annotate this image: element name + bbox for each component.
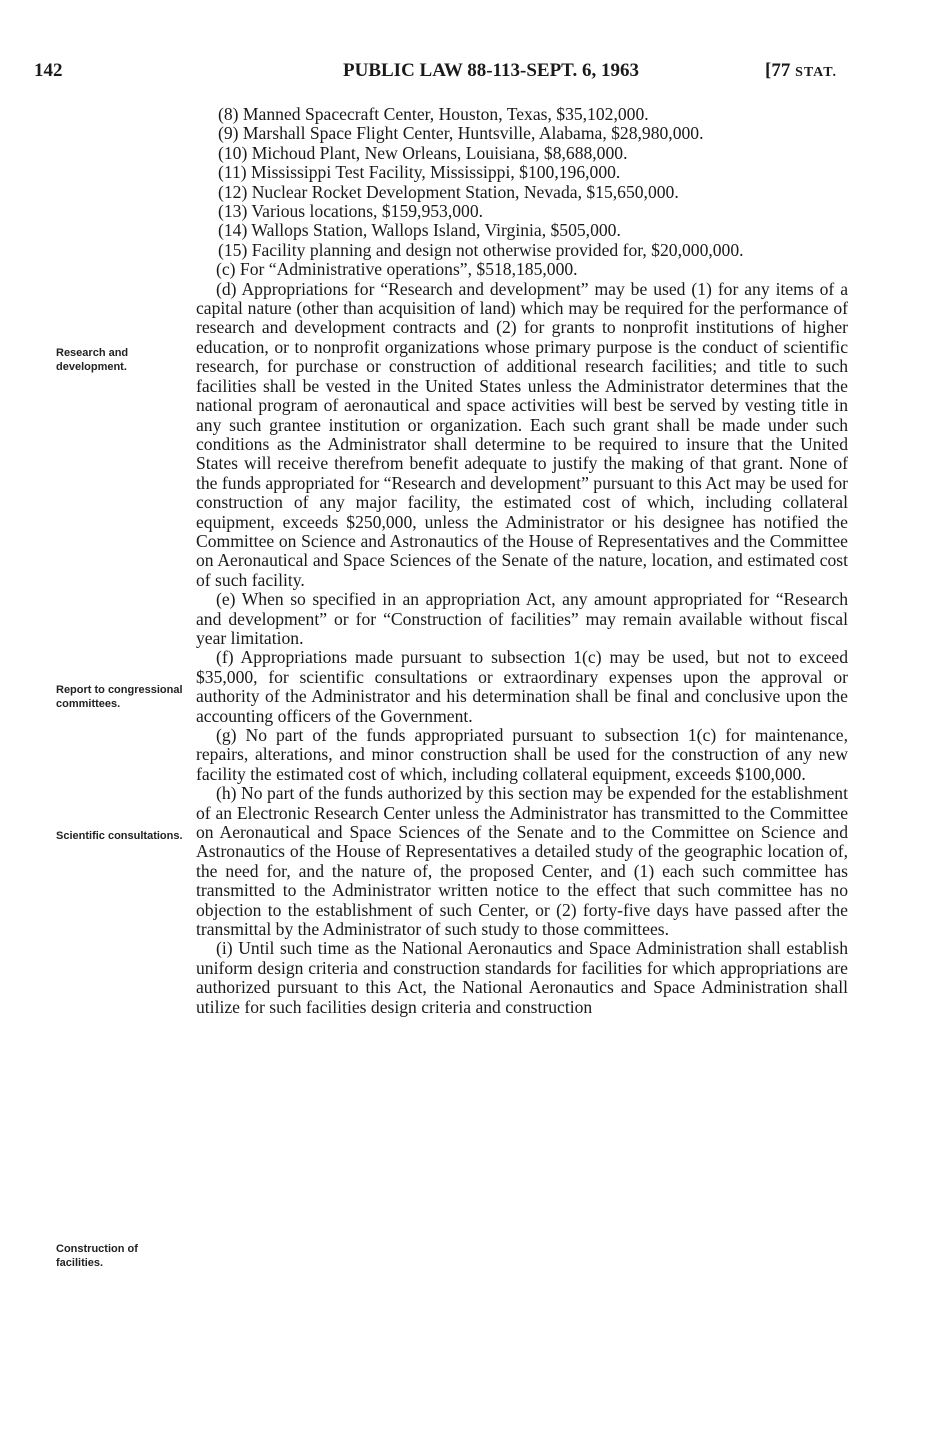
page-number: 142 bbox=[34, 60, 63, 81]
margin-note-report: Report to congressional committees. bbox=[56, 684, 183, 710]
list-item-10: (10) Michoud Plant, New Orleans, Louisiana, $8,688,000. bbox=[218, 142, 628, 163]
list-item-12: (12) Nuclear Rocket Development Station, Nevada, $15,650,000. bbox=[218, 181, 679, 202]
page-header bbox=[0, 60, 947, 90]
list-item-15: (15) Facility planning and design not otherwise provided for, $20,000,000. bbox=[218, 239, 744, 260]
body-text bbox=[196, 105, 848, 1017]
list-item-8: (8) Manned Spacecraft Center, Houston, Texas, $35,102,000. bbox=[218, 104, 649, 124]
list-item-13: (13) Various locations, $159,953,000. bbox=[218, 201, 484, 222]
margin-note-research: Research and development. bbox=[56, 347, 129, 373]
paragraph-c: (c) For “Administrative operations”, $518,185,000. bbox=[216, 259, 578, 280]
statute-label: STAT. bbox=[795, 65, 838, 80]
paragraph-d: (d) Appropriations for “Research and development” may be used (1) for any items of a capital nature (other than acquisition of land) which may be required for the performance of research and development contracts and (2) for grants to nonprofit institutions of higher education, or to nonprofit organizations whose primary purpose is the conduct of scientific research, for purchase or construction of additional research facilities; and title to such facilities shall be vested in the United States unless the Administrator determines that the national program of aeronautical and space activities will best be served by vesting title in any such grantee institution or organization. Each such grant shall be made under such conditions as the Administrator shall determine to be required to insure that the United States will receive therefrom benefit adequate to justify the making of that grant. None of the funds appropriated for “Research and development” pursuant to this Act may be used for construction of any major facility, the estimated cost of which, including collateral equipment, exceeds $250,000, unless the Administrator or his designee has notified the Committee on Science and Astronautics of the House of Representatives and the Committee on Aeronautical and Space Sciences of the Senate of the nature, location, and estimated cost of such facility. bbox=[196, 278, 848, 590]
statute-reference bbox=[765, 60, 837, 82]
statute-volume: [77 bbox=[765, 60, 796, 81]
list-item-14: (14) Wallops Station, Wallops Island, Virginia, $505,000. bbox=[218, 220, 621, 241]
margin-note-construction: Construction of facilities. bbox=[56, 1243, 138, 1269]
paragraph-h: (h) No part of the funds authorized by this section may be expended for the establishment of an Electronic Research Center unless the Administrator has transmitted to the Committee on Aeronautical and Space Sciences of the Senate and to the Committee on Science and Astronautics of the House of Representatives a detailed study of the geographic location of, the need for, and the nature of, the proposed Center, and (1) each such committee has transmitted to the Administrator written notice to the effect that such committee has no objection to the establishment of such Center, or (2) forty-five days have passed after the transmittal by the Administrator of such study to those committees. bbox=[196, 783, 848, 940]
list-item-11: (11) Mississippi Test Facility, Mississippi, $100,196,000. bbox=[218, 162, 621, 183]
list-item-9: (9) Marshall Space Flight Center, Huntsville, Alabama, $28,980,000. bbox=[218, 123, 704, 144]
paragraph-f: (f) Appropriations made pursuant to subsection 1(c) may be used, but not to exceed $35,000, for scientific consultations or extraordinary expenses upon the approval or authority of the Administrator and his determination shall be final and conclusive upon the accounting officers of the Government. bbox=[196, 647, 848, 726]
running-title: PUBLIC LAW 88-113-SEPT. 6, 1963 bbox=[343, 60, 639, 81]
margin-note-scientific: Scientific consultations. bbox=[56, 830, 183, 842]
paragraph-g: (g) No part of the funds appropriated pursuant to subsection 1(c) for maintenance, repairs, alterations, and minor construction shall be used for the construction of any new facility the estimated cost of which, including collateral equipment, exceeds $100,000. bbox=[196, 725, 848, 784]
paragraph-i: (i) Until such time as the National Aeronautics and Space Administration shall establish uniform design criteria and construction standards for facilities for which appropriations are authorized pursuant to this Act, the National Aeronautics and Space Administration shall utilize for such facilities design criteria and construction bbox=[196, 938, 848, 1017]
paragraph-e: (e) When so specified in an appropriation Act, any amount appropriated for “Research and development” or for “Construction of facilities” may remain available without fiscal year limitation. bbox=[196, 589, 848, 648]
